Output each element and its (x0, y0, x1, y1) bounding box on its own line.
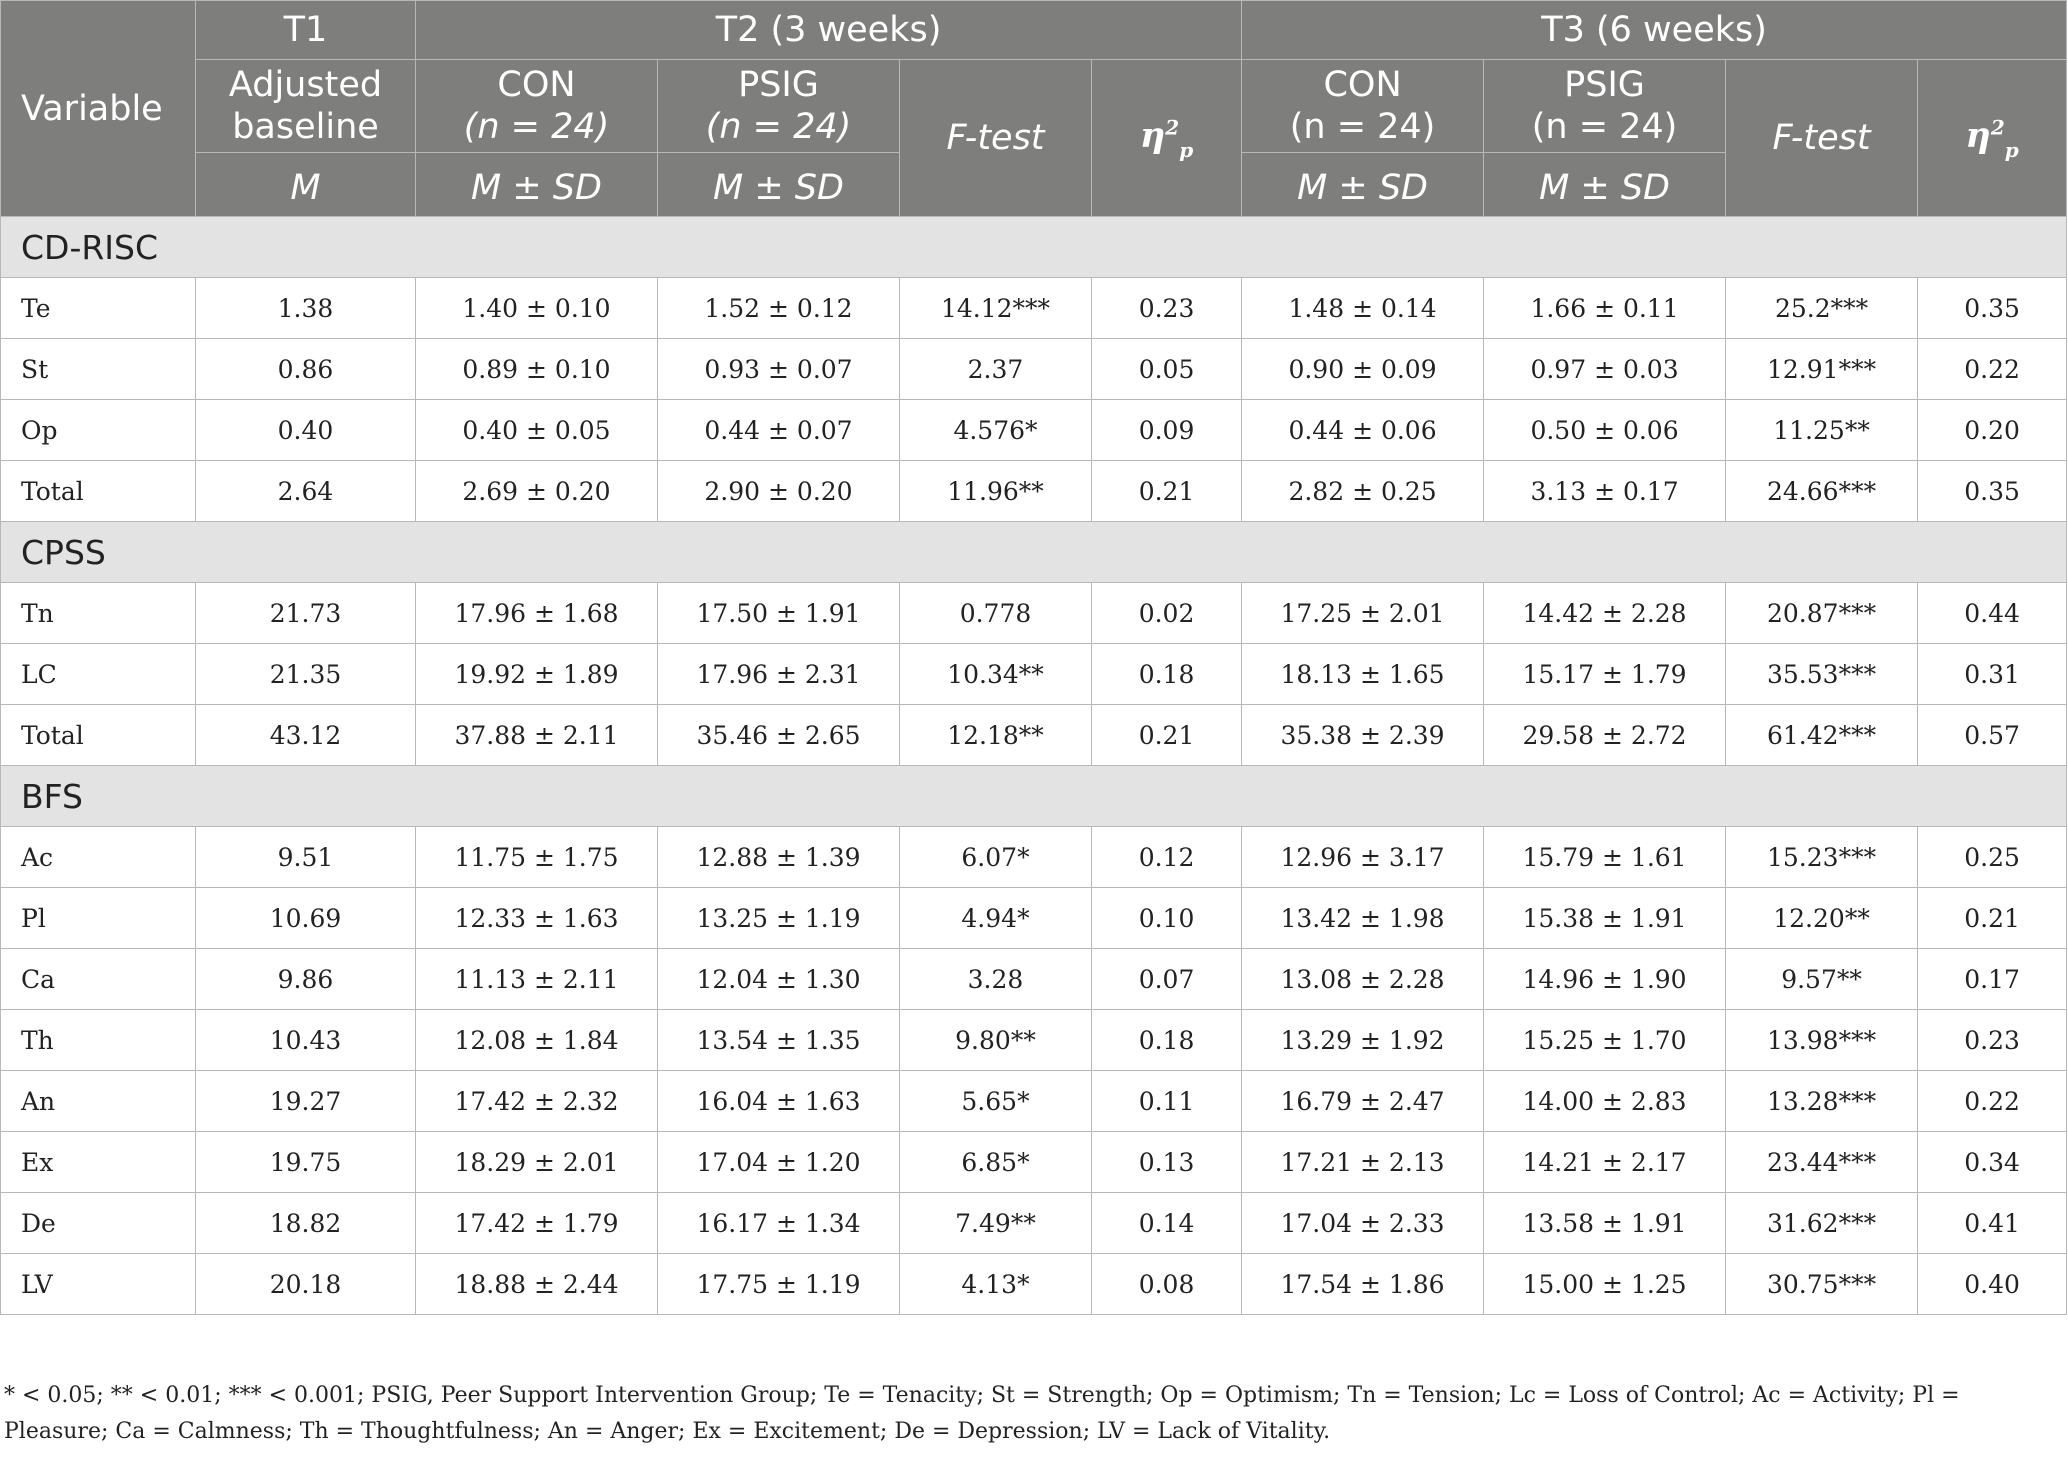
cell-t3-f: 15.23*** (1726, 827, 1918, 888)
cell-t2-f: 4.94* (900, 888, 1092, 949)
cell-t3-psig: 15.79 ± 1.61 (1484, 827, 1726, 888)
cell-t2-con: 17.42 ± 1.79 (416, 1193, 658, 1254)
cell-t3-con: 0.90 ± 0.09 (1242, 339, 1484, 400)
cell-t3-f: 20.87*** (1726, 583, 1918, 644)
cell-t2-eta: 0.12 (1092, 827, 1242, 888)
cell-t3-psig: 0.97 ± 0.03 (1484, 339, 1726, 400)
cell-t1: 2.64 (196, 461, 416, 522)
header-t1-m: M (196, 153, 416, 217)
cell-t2-f: 2.37 (900, 339, 1092, 400)
cell-t3-eta: 0.34 (1918, 1132, 2067, 1193)
cell-t2-eta: 0.21 (1092, 705, 1242, 766)
table-row (1, 1132, 2067, 1193)
cell-t2-psig: 17.96 ± 2.31 (658, 644, 900, 705)
cell-label: De (1, 1193, 196, 1254)
cell-label: LV (1, 1254, 196, 1315)
cell-t1: 18.82 (196, 1193, 416, 1254)
cell-t2-f: 4.13* (900, 1254, 1092, 1315)
section-title: CPSS (1, 522, 2067, 583)
table-row (1, 278, 2067, 339)
cell-t2-f: 3.28 (900, 949, 1092, 1010)
cell-t1: 9.51 (196, 827, 416, 888)
cell-t2-eta: 0.08 (1092, 1254, 1242, 1315)
section-row (1, 217, 2067, 278)
cell-t3-f: 11.25** (1726, 400, 1918, 461)
cell-t2-eta: 0.23 (1092, 278, 1242, 339)
header-t3-con-n: (n = 24) (1289, 107, 1436, 147)
table-row (1, 827, 2067, 888)
cell-t3-eta: 0.21 (1918, 888, 2067, 949)
cell-t3-con: 13.29 ± 1.92 (1242, 1010, 1484, 1071)
cell-t2-eta: 0.18 (1092, 644, 1242, 705)
cell-t3-eta: 0.22 (1918, 1071, 2067, 1132)
cell-t3-psig: 3.13 ± 0.17 (1484, 461, 1726, 522)
table-header (1, 1, 2067, 217)
cell-label: Te (1, 278, 196, 339)
table-row (1, 1010, 2067, 1071)
cell-t3-eta: 0.17 (1918, 949, 2067, 1010)
header-t2-psig: PSIG (n = 24) (658, 60, 900, 153)
cell-t3-f: 31.62*** (1726, 1193, 1918, 1254)
cell-t3-psig: 1.66 ± 0.11 (1484, 278, 1726, 339)
cell-t2-eta: 0.13 (1092, 1132, 1242, 1193)
cell-t3-psig: 15.00 ± 1.25 (1484, 1254, 1726, 1315)
section-row (1, 766, 2067, 827)
table-row (1, 644, 2067, 705)
cell-t2-f: 6.07* (900, 827, 1092, 888)
cell-t3-f: 13.98*** (1726, 1010, 1918, 1071)
cell-t3-psig: 14.96 ± 1.90 (1484, 949, 1726, 1010)
cell-t1: 21.35 (196, 644, 416, 705)
cell-label: LC (1, 644, 196, 705)
header-adjusted-baseline: Adjusted baseline (196, 60, 416, 153)
cell-t2-f: 14.12*** (900, 278, 1092, 339)
cell-t3-con: 17.04 ± 2.33 (1242, 1193, 1484, 1254)
header-t1: T1 (196, 1, 416, 60)
cell-t2-eta: 0.09 (1092, 400, 1242, 461)
cell-t3-eta: 0.31 (1918, 644, 2067, 705)
cell-t3-psig: 13.58 ± 1.91 (1484, 1193, 1726, 1254)
cell-t1: 1.38 (196, 278, 416, 339)
table-row (1, 1193, 2067, 1254)
cell-t3-eta: 0.40 (1918, 1254, 2067, 1315)
cell-t2-f: 7.49** (900, 1193, 1092, 1254)
cell-t3-f: 13.28*** (1726, 1071, 1918, 1132)
cell-t2-con: 17.42 ± 2.32 (416, 1071, 658, 1132)
table-row (1, 888, 2067, 949)
cell-t3-psig: 14.42 ± 2.28 (1484, 583, 1726, 644)
cell-t2-psig: 16.17 ± 1.34 (658, 1193, 900, 1254)
cell-label: Ac (1, 827, 196, 888)
table-row (1, 1254, 2067, 1315)
cell-t2-eta: 0.18 (1092, 1010, 1242, 1071)
cell-t3-con: 17.25 ± 2.01 (1242, 583, 1484, 644)
cell-t3-f: 12.20** (1726, 888, 1918, 949)
cell-t2-f: 9.80** (900, 1010, 1092, 1071)
cell-t2-psig: 13.25 ± 1.19 (658, 888, 900, 949)
cell-t2-eta: 0.05 (1092, 339, 1242, 400)
cell-t1: 20.18 (196, 1254, 416, 1315)
header-t3: T3 (6 weeks) (1242, 1, 2067, 60)
cell-t2-con: 11.75 ± 1.75 (416, 827, 658, 888)
cell-t1: 19.75 (196, 1132, 416, 1193)
cell-t2-f: 4.576* (900, 400, 1092, 461)
cell-label: Th (1, 1010, 196, 1071)
cell-label: An (1, 1071, 196, 1132)
cell-t3-eta: 0.44 (1918, 583, 2067, 644)
header-t2-con-n: (n = 24) (463, 107, 610, 147)
cell-t2-con: 1.40 ± 0.10 (416, 278, 658, 339)
table-row (1, 339, 2067, 400)
cell-t2-psig: 13.54 ± 1.35 (658, 1010, 900, 1071)
table-row (1, 705, 2067, 766)
cell-t1: 0.86 (196, 339, 416, 400)
header-t2: T2 (3 weeks) (416, 1, 1242, 60)
cell-t3-eta: 0.57 (1918, 705, 2067, 766)
cell-t2-con: 12.33 ± 1.63 (416, 888, 658, 949)
cell-t1: 43.12 (196, 705, 416, 766)
cell-t1: 21.73 (196, 583, 416, 644)
table-row (1, 583, 2067, 644)
cell-t3-psig: 0.50 ± 0.06 (1484, 400, 1726, 461)
cell-label: Ex (1, 1132, 196, 1193)
cell-t2-con: 17.96 ± 1.68 (416, 583, 658, 644)
cell-t1: 19.27 (196, 1071, 416, 1132)
cell-t2-psig: 17.75 ± 1.19 (658, 1254, 900, 1315)
cell-label: Op (1, 400, 196, 461)
cell-t2-eta: 0.07 (1092, 949, 1242, 1010)
cell-t3-con: 2.82 ± 0.25 (1242, 461, 1484, 522)
cell-t2-f: 0.778 (900, 583, 1092, 644)
cell-t2-eta: 0.14 (1092, 1193, 1242, 1254)
cell-t3-f: 12.91*** (1726, 339, 1918, 400)
cell-t3-con: 13.42 ± 1.98 (1242, 888, 1484, 949)
cell-t3-eta: 0.20 (1918, 400, 2067, 461)
cell-t3-f: 9.57** (1726, 949, 1918, 1010)
cell-t3-con: 0.44 ± 0.06 (1242, 400, 1484, 461)
cell-t2-f: 6.85* (900, 1132, 1092, 1193)
cell-t3-f: 23.44*** (1726, 1132, 1918, 1193)
header-t3-psig-n: (n = 24) (1531, 107, 1678, 147)
cell-t2-psig: 0.44 ± 0.07 (658, 400, 900, 461)
table-row (1, 400, 2067, 461)
cell-t2-eta: 0.10 (1092, 888, 1242, 949)
header-t3-con-msd: M ± SD (1242, 153, 1484, 217)
header-t3-ftest: F-test (1726, 60, 1918, 217)
cell-t2-psig: 16.04 ± 1.63 (658, 1071, 900, 1132)
header-t2-eta: $\eta^2_p$ (1092, 60, 1242, 217)
table-row (1, 461, 2067, 522)
cell-t2-con: 18.29 ± 2.01 (416, 1132, 658, 1193)
cell-t3-f: 24.66*** (1726, 461, 1918, 522)
cell-label: St (1, 339, 196, 400)
cell-t2-psig: 17.50 ± 1.91 (658, 583, 900, 644)
cell-t1: 0.40 (196, 400, 416, 461)
cell-t3-con: 16.79 ± 2.47 (1242, 1071, 1484, 1132)
cell-t2-con: 0.89 ± 0.10 (416, 339, 658, 400)
header-t2-psig-n: (n = 24) (705, 107, 852, 147)
cell-t3-eta: 0.35 (1918, 278, 2067, 339)
cell-t2-con: 0.40 ± 0.05 (416, 400, 658, 461)
cell-t1: 10.43 (196, 1010, 416, 1071)
header-variable: Variable (1, 1, 196, 217)
cell-t3-psig: 14.00 ± 2.83 (1484, 1071, 1726, 1132)
cell-label: Total (1, 705, 196, 766)
cell-t2-psig: 2.90 ± 0.20 (658, 461, 900, 522)
cell-t3-f: 25.2*** (1726, 278, 1918, 339)
cell-t2-f: 5.65* (900, 1071, 1092, 1132)
header-t2-psig-msd: M ± SD (658, 153, 900, 217)
table-row (1, 1071, 2067, 1132)
table-body (1, 217, 2067, 1315)
cell-t3-f: 30.75*** (1726, 1254, 1918, 1315)
table-row (1, 949, 2067, 1010)
cell-t2-con: 37.88 ± 2.11 (416, 705, 658, 766)
cell-t3-con: 13.08 ± 2.28 (1242, 949, 1484, 1010)
cell-t3-con: 17.21 ± 2.13 (1242, 1132, 1484, 1193)
cell-t3-eta: 0.23 (1918, 1010, 2067, 1071)
cell-t2-con: 12.08 ± 1.84 (416, 1010, 658, 1071)
cell-t3-con: 18.13 ± 1.65 (1242, 644, 1484, 705)
cell-t2-psig: 0.93 ± 0.07 (658, 339, 900, 400)
section-title: CD-RISC (1, 217, 2067, 278)
cell-t2-psig: 17.04 ± 1.20 (658, 1132, 900, 1193)
cell-label: Pl (1, 888, 196, 949)
cell-t3-psig: 15.25 ± 1.70 (1484, 1010, 1726, 1071)
cell-t3-psig: 15.17 ± 1.79 (1484, 644, 1726, 705)
cell-t3-con: 1.48 ± 0.14 (1242, 278, 1484, 339)
cell-t2-f: 12.18** (900, 705, 1092, 766)
cell-label: Ca (1, 949, 196, 1010)
cell-label: Tn (1, 583, 196, 644)
cell-t3-eta: 0.41 (1918, 1193, 2067, 1254)
header-t2-ftest: F-test (900, 60, 1092, 217)
header-t3-con: CON (n = 24) (1242, 60, 1484, 153)
header-t2-con-msd: M ± SD (416, 153, 658, 217)
cell-t2-eta: 0.02 (1092, 583, 1242, 644)
cell-t1: 10.69 (196, 888, 416, 949)
cell-t3-eta: 0.35 (1918, 461, 2067, 522)
cell-t3-psig: 29.58 ± 2.72 (1484, 705, 1726, 766)
cell-t2-con: 11.13 ± 2.11 (416, 949, 658, 1010)
cell-t2-con: 2.69 ± 0.20 (416, 461, 658, 522)
cell-t3-eta: 0.25 (1918, 827, 2067, 888)
cell-t2-eta: 0.11 (1092, 1071, 1242, 1132)
cell-t2-f: 11.96** (900, 461, 1092, 522)
cell-t3-psig: 15.38 ± 1.91 (1484, 888, 1726, 949)
cell-t3-f: 35.53*** (1726, 644, 1918, 705)
header-t3-psig-msd: M ± SD (1484, 153, 1726, 217)
cell-label: Total (1, 461, 196, 522)
section-row (1, 522, 2067, 583)
cell-t3-con: 12.96 ± 3.17 (1242, 827, 1484, 888)
cell-t3-con: 35.38 ± 2.39 (1242, 705, 1484, 766)
header-t3-psig: PSIG (n = 24) (1484, 60, 1726, 153)
cell-t2-psig: 12.88 ± 1.39 (658, 827, 900, 888)
table-footnote: * < 0.05; ** < 0.01; *** < 0.001; PSIG, Peer Support Intervention Group; Te = Tenacity; St = Strength; Op = Optimism; Tn = Tension; Lc = Loss of Control; Ac = Activity; Pl = Pleasure; Ca = Calmness; Th = Thoughtfulness; An = Anger; Ex = Excitement; De = Depression; LV = Lack of Vitality. (4, 1383, 1960, 1444)
cell-t2-con: 19.92 ± 1.89 (416, 644, 658, 705)
cell-t1: 9.86 (196, 949, 416, 1010)
cell-t3-psig: 14.21 ± 2.17 (1484, 1132, 1726, 1193)
cell-t3-eta: 0.22 (1918, 339, 2067, 400)
cell-t2-con: 18.88 ± 2.44 (416, 1254, 658, 1315)
cell-t3-f: 61.42*** (1726, 705, 1918, 766)
cell-t2-eta: 0.21 (1092, 461, 1242, 522)
cell-t2-psig: 1.52 ± 0.12 (658, 278, 900, 339)
header-t3-eta: $\eta^2_p$ (1918, 60, 2067, 217)
cell-t2-psig: 35.46 ± 2.65 (658, 705, 900, 766)
cell-t2-f: 10.34** (900, 644, 1092, 705)
section-title: BFS (1, 766, 2067, 827)
cell-t3-con: 17.54 ± 1.86 (1242, 1254, 1484, 1315)
header-t2-con: CON (n = 24) (416, 60, 658, 153)
cell-t2-psig: 12.04 ± 1.30 (658, 949, 900, 1010)
